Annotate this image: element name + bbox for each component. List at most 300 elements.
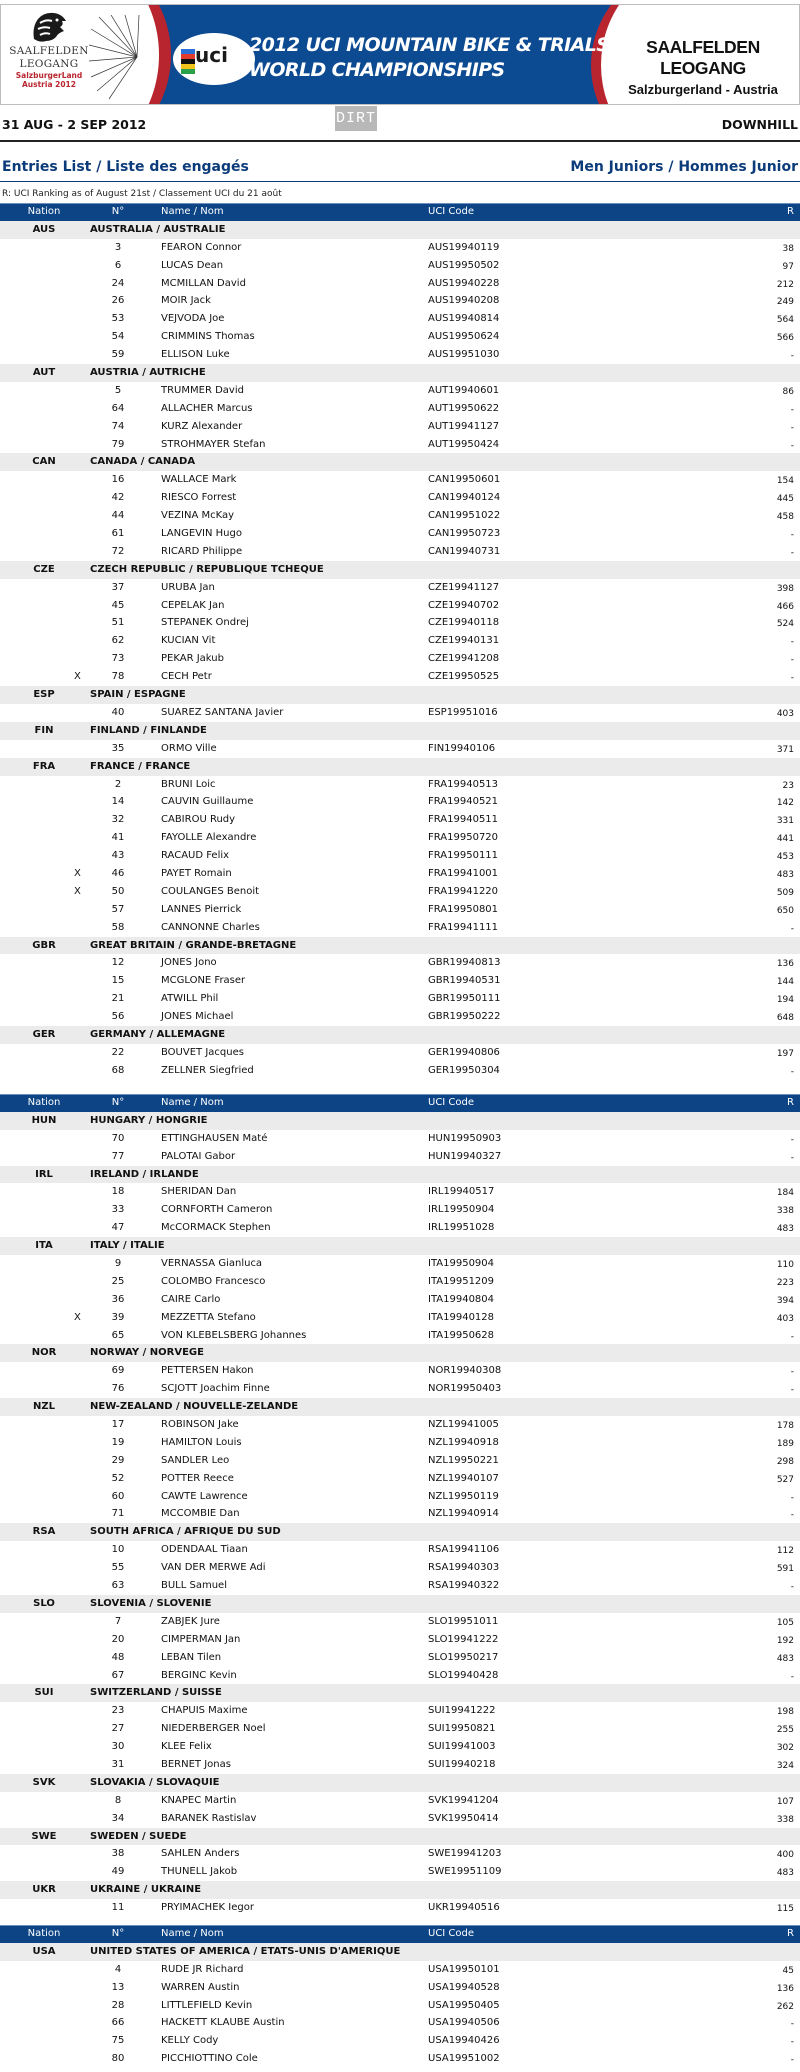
rider-row[interactable]: [0, 1979, 800, 1997]
rider-uci-code: ITA19950628: [428, 1329, 495, 1341]
rider-row[interactable]: [0, 1631, 800, 1649]
rider-row[interactable]: [0, 1273, 800, 1291]
nation-code: USA: [32, 1945, 56, 1957]
rider-uci-code: SVK19950414: [428, 1812, 499, 1824]
rider-row[interactable]: [0, 668, 800, 686]
rider-name: MCGLONE Fraser: [161, 975, 246, 987]
rider-row[interactable]: [0, 847, 800, 865]
nation-code: UKR: [32, 1884, 56, 1896]
rider-number: 14: [111, 796, 125, 808]
column-header-name[interactable]: Name / Nom: [161, 1928, 224, 1939]
rider-number: 59: [111, 349, 125, 361]
rider-row[interactable]: [0, 1380, 800, 1398]
rider-row[interactable]: [0, 1183, 800, 1201]
nation-group-header: [0, 1398, 800, 1416]
rider-ranking: 453: [776, 852, 794, 863]
rider-name: JONES Michael: [161, 1011, 234, 1023]
column-header-nation[interactable]: Nation: [27, 1928, 61, 1939]
nation-code: ESP: [33, 689, 55, 701]
rider-row[interactable]: [0, 1505, 800, 1523]
rider-row[interactable]: [0, 1219, 800, 1237]
rider-uci-code: GBR19940531: [428, 975, 501, 987]
rider-row[interactable]: [0, 1899, 800, 1917]
country-name: NEW-ZEALAND / NOUVELLE-ZELANDE: [90, 1401, 299, 1413]
nation-code: CAN: [32, 456, 56, 468]
rider-row[interactable]: [0, 1470, 800, 1488]
rider-name: BARANEK Rastislav: [161, 1812, 257, 1824]
rider-name: KURZ Alexander: [161, 420, 243, 432]
rider-row[interactable]: [0, 2050, 800, 2068]
rider-ranking: 142: [776, 798, 794, 809]
rider-row[interactable]: [0, 1702, 800, 1720]
rider-number: 56: [111, 1011, 125, 1023]
rider-flag-x: X: [74, 867, 81, 879]
nation-group-header: [0, 453, 800, 471]
rider-row[interactable]: [0, 990, 800, 1008]
rider-row[interactable]: [0, 919, 800, 937]
rider-name: VEJVODA Joe: [161, 313, 225, 325]
rider-number: 79: [111, 438, 125, 450]
country-name: SWEDEN / SUEDE: [90, 1830, 187, 1842]
rider-row[interactable]: [0, 776, 800, 794]
rider-row[interactable]: [0, 1008, 800, 1026]
rider-row[interactable]: [0, 1613, 800, 1631]
rider-uci-code: GER19940806: [428, 1046, 500, 1058]
rider-ranking: -: [790, 547, 794, 558]
nation-group-header: [0, 1684, 800, 1702]
nation-code: SLO: [33, 1597, 55, 1609]
rider-uci-code: HUN19950903: [428, 1132, 502, 1144]
rider-uci-code: SWE19951109: [428, 1866, 502, 1878]
rider-row[interactable]: [0, 2032, 800, 2050]
rider-name: PICCHIOTTINO Cole: [161, 2053, 258, 2065]
rider-uci-code: USA19951002: [428, 2053, 500, 2065]
rider-uci-code: GBR19950222: [428, 1011, 501, 1023]
nation-group-header: [0, 1774, 800, 1792]
rider-name: PETTERSEN Hakon: [161, 1365, 254, 1377]
rider-row[interactable]: [0, 525, 800, 543]
rider-row[interactable]: [0, 883, 800, 901]
rider-number: 39: [111, 1311, 125, 1323]
rider-uci-code: AUS19940228: [428, 277, 500, 289]
rider-name: POTTER Reece: [161, 1472, 234, 1484]
rider-uci-code: AUS19950502: [428, 259, 500, 271]
column-header-number[interactable]: N°: [111, 1928, 125, 1939]
rider-name: FAYOLLE Alexandre: [161, 832, 257, 844]
rider-number: 22: [111, 1046, 125, 1058]
rider-row[interactable]: [0, 1291, 800, 1309]
rider-ranking: -: [790, 1134, 794, 1145]
column-header-rank[interactable]: R: [787, 1928, 794, 1939]
rider-ranking: 194: [776, 995, 794, 1006]
rider-ranking: -: [790, 530, 794, 541]
rider-name: SCJOTT Joachim Finne: [161, 1383, 270, 1395]
rider-row[interactable]: [0, 507, 800, 525]
nation-code: AUT: [32, 367, 56, 379]
nation-group-header: [0, 1166, 800, 1184]
column-header-rank[interactable]: R: [787, 1097, 794, 1108]
rider-flag-x: X: [74, 885, 81, 897]
rider-row[interactable]: [0, 597, 800, 615]
rider-uci-code: ITA19951209: [428, 1275, 495, 1287]
rider-number: 46: [111, 867, 125, 879]
column-header-name[interactable]: Name / Nom: [161, 206, 224, 217]
rider-name: ROBINSON Jake: [161, 1419, 239, 1431]
rider-row[interactable]: [0, 579, 800, 597]
rider-ranking: 466: [776, 601, 794, 612]
rider-ranking: 483: [776, 1653, 794, 1664]
rider-ranking: 45: [782, 1965, 794, 1976]
rider-name: MCCOMBIE Dan: [161, 1508, 240, 1520]
rider-ranking: 371: [776, 744, 794, 755]
country-name: UKRAINE / UKRAINE: [90, 1884, 202, 1896]
nation-code: GBR: [32, 939, 56, 951]
rider-row[interactable]: [0, 811, 800, 829]
rider-ranking: 197: [776, 1048, 794, 1059]
rider-name: MOIR Jack: [161, 295, 211, 307]
rider-uci-code: USA19950101: [428, 1963, 500, 1975]
rider-row[interactable]: [0, 1577, 800, 1595]
rider-number: 78: [111, 671, 125, 683]
rider-row[interactable]: [0, 346, 800, 364]
rider-row[interactable]: [0, 257, 800, 275]
rider-number: 12: [111, 957, 125, 969]
nation-group-header: [0, 1523, 800, 1541]
column-header-number[interactable]: N°: [111, 206, 125, 217]
rider-name: LEBAN Tilen: [161, 1651, 222, 1663]
rider-ranking: 23: [782, 780, 794, 791]
rider-row[interactable]: [0, 954, 800, 972]
nation-group-header: [0, 221, 800, 239]
rider-row[interactable]: [0, 1327, 800, 1345]
rider-uci-code: SLO19940428: [428, 1669, 499, 1681]
rider-number: 72: [111, 545, 125, 557]
page-title: Entries List / Liste des engagés: [2, 159, 249, 175]
rider-row[interactable]: [0, 1201, 800, 1219]
rider-row[interactable]: [0, 1863, 800, 1881]
rider-uci-code: NZL19950221: [428, 1454, 499, 1466]
rider-name: HACKETT KLAUBE Austin: [161, 2017, 285, 2029]
nation-group-header: [0, 686, 800, 704]
nation-code: FRA: [32, 760, 56, 772]
rider-row[interactable]: [0, 1062, 800, 1080]
rider-row[interactable]: [0, 1810, 800, 1828]
rider-ranking: -: [790, 404, 794, 415]
rider-number: 75: [111, 2035, 125, 2047]
rider-row[interactable]: [0, 1309, 800, 1327]
nation-code: ITA: [35, 1240, 53, 1252]
rider-number: 53: [111, 313, 125, 325]
rider-row[interactable]: [0, 865, 800, 883]
rider-row[interactable]: [0, 1997, 800, 2015]
rider-name: ALLACHER Marcus: [161, 402, 253, 414]
rider-row[interactable]: [0, 310, 800, 328]
nation-code: IRL: [35, 1168, 53, 1180]
rider-ranking: 403: [776, 708, 794, 719]
rider-ranking: 509: [776, 887, 794, 898]
rider-row[interactable]: [0, 1148, 800, 1166]
column-header-uci-code[interactable]: UCI Code: [428, 1928, 475, 1939]
rider-ranking: -: [790, 1582, 794, 1593]
nation-group-header: [0, 1026, 800, 1044]
rider-row[interactable]: [0, 901, 800, 919]
rider-number: 9: [114, 1258, 122, 1270]
venue-name: SAALFELDEN LEOGANG: [646, 37, 760, 78]
rider-number: 62: [111, 635, 125, 647]
rider-number: 21: [111, 993, 125, 1005]
rider-row[interactable]: [0, 1961, 800, 1979]
rider-ranking: -: [790, 1152, 794, 1163]
rider-number: 68: [111, 1064, 125, 1076]
rider-row[interactable]: [0, 239, 800, 257]
country-name: FRANCE / FRANCE: [90, 760, 191, 772]
rider-number: 63: [111, 1580, 125, 1592]
rider-uci-code: FRA19940513: [428, 778, 499, 790]
nation-group-header: [0, 1112, 800, 1130]
rider-row[interactable]: [0, 1667, 800, 1685]
rider-row[interactable]: [0, 1756, 800, 1774]
rider-ranking: 564: [776, 315, 794, 326]
rider-row[interactable]: [0, 614, 800, 632]
rider-uci-code: AUT19950424: [428, 438, 500, 450]
rider-row[interactable]: [0, 1488, 800, 1506]
rider-row[interactable]: [0, 1559, 800, 1577]
country-name: SLOVAKIA / SLOVAQUIE: [90, 1776, 220, 1788]
rider-uci-code: AUS19940208: [428, 295, 500, 307]
rider-row[interactable]: [0, 1649, 800, 1667]
page-footer-faint: [2, 1080, 4, 1088]
rider-row[interactable]: [0, 275, 800, 293]
rider-row[interactable]: [0, 1792, 800, 1810]
rider-name: LUCAS Dean: [161, 259, 224, 271]
rider-uci-code: CAN19951022: [428, 510, 501, 522]
rider-ranking: -: [790, 351, 794, 362]
rider-name: SAHLEN Anders: [161, 1848, 240, 1860]
rider-uci-code: AUS19950624: [428, 331, 500, 343]
rider-ranking: 591: [776, 1564, 794, 1575]
lion-icon: [28, 9, 70, 45]
rider-uci-code: AUS19951030: [428, 349, 500, 361]
divider: [0, 140, 800, 142]
rider-name: CIMPERMAN Jan: [161, 1633, 241, 1645]
nation-code: RSA: [32, 1526, 56, 1538]
nation-code: AUS: [32, 223, 56, 235]
rider-name: McCORMACK Stephen: [161, 1222, 271, 1234]
rider-uci-code: AUT19941127: [428, 420, 500, 432]
nation-group-header: [0, 1881, 800, 1899]
rider-number: 24: [111, 277, 125, 289]
rider-uci-code: ITA19940804: [428, 1293, 495, 1305]
rider-number: 36: [111, 1293, 125, 1305]
rider-name: RICARD Philippe: [161, 545, 243, 557]
rider-row[interactable]: [0, 1452, 800, 1470]
rider-number: 76: [111, 1383, 125, 1395]
logo-text-saalfelden: SAALFELDEN: [9, 45, 89, 57]
column-header-name[interactable]: Name / Nom: [161, 1097, 224, 1108]
rider-ranking: 403: [776, 1313, 794, 1324]
rider-ranking: 527: [776, 1474, 794, 1485]
rider-ranking: -: [790, 637, 794, 648]
rider-name: COULANGES Benoit: [161, 885, 260, 897]
rider-row[interactable]: [0, 829, 800, 847]
rider-ranking: 445: [776, 494, 794, 505]
ranking-note: R: UCI Ranking as of August 21st / Classement UCI du 21 août: [2, 189, 282, 199]
rider-name: THUNELL Jakob: [161, 1866, 238, 1878]
rider-row[interactable]: [0, 400, 800, 418]
rider-number: 26: [111, 295, 125, 307]
country-name: SPAIN / ESPAGNE: [90, 689, 186, 701]
rider-row[interactable]: [0, 1720, 800, 1738]
rider-uci-code: AUS19940119: [428, 241, 500, 253]
rider-uci-code: USA19940506: [428, 2017, 500, 2029]
rider-name: KLEE Felix: [161, 1741, 212, 1753]
rider-ranking: -: [790, 440, 794, 451]
rider-name: STEPANEK Ondrej: [161, 617, 249, 629]
country-name: IRELAND / IRLANDE: [90, 1168, 199, 1180]
rider-uci-code: GBR19950111: [428, 993, 501, 1005]
rider-ranking: 483: [776, 1224, 794, 1235]
rider-name: BULL Samuel: [161, 1580, 227, 1592]
rider-uci-code: RSA19941106: [428, 1544, 500, 1556]
rider-row[interactable]: [0, 436, 800, 454]
rider-number: 44: [111, 510, 125, 522]
column-header-uci-code[interactable]: UCI Code: [428, 1097, 475, 1108]
rider-row[interactable]: [0, 972, 800, 990]
rider-row[interactable]: [0, 292, 800, 310]
rider-uci-code: NZL19941005: [428, 1419, 499, 1431]
rider-row[interactable]: [0, 543, 800, 561]
rider-uci-code: ITA19940128: [428, 1311, 495, 1323]
nation-code: SWE: [31, 1830, 57, 1842]
rider-uci-code: CZE19940118: [428, 617, 500, 629]
country-name: SWITZERLAND / SUISSE: [90, 1687, 222, 1699]
uci-logo: [173, 33, 255, 85]
rider-row[interactable]: [0, 1416, 800, 1434]
rider-number: 3: [114, 241, 122, 253]
rider-row[interactable]: [0, 1255, 800, 1273]
rider-uci-code: SUI19941222: [428, 1705, 496, 1717]
rider-number: 38: [111, 1848, 125, 1860]
rider-row[interactable]: [0, 328, 800, 346]
rider-row[interactable]: [0, 1541, 800, 1559]
rider-ranking: 97: [782, 261, 794, 272]
rider-number: 52: [111, 1472, 125, 1484]
rider-name: CECH Petr: [161, 671, 212, 683]
rider-flag-x: X: [74, 1311, 81, 1323]
rider-row[interactable]: [0, 1845, 800, 1863]
rider-number: 80: [111, 2053, 125, 2065]
rider-row[interactable]: [0, 489, 800, 507]
rider-uci-code: CZE19941208: [428, 653, 500, 665]
rider-row[interactable]: [0, 1130, 800, 1148]
nation-group-header: [0, 1344, 800, 1362]
column-header-uci-code[interactable]: UCI Code: [428, 206, 475, 217]
logo-text-leogang: LEOGANG: [19, 58, 79, 70]
rider-name: RUDE JR Richard: [161, 1963, 244, 1975]
rider-number: 50: [111, 885, 125, 897]
rider-row[interactable]: [0, 793, 800, 811]
logo-text-salzburgerland: SalzburgerLand: [15, 71, 83, 80]
rider-number: 65: [111, 1329, 125, 1341]
rider-row[interactable]: [0, 632, 800, 650]
venue-region: Salzburgerland - Austria: [628, 82, 778, 97]
rider-number: 19: [111, 1436, 125, 1448]
rider-ranking: -: [790, 1510, 794, 1521]
rider-name: VAN DER MERWE Adi: [161, 1562, 266, 1574]
rider-row[interactable]: [0, 1434, 800, 1452]
rider-ranking: 249: [776, 297, 794, 308]
rider-number: 5: [114, 384, 122, 396]
country-name: CZECH REPUBLIC / REPUBLIQUE TCHEQUE: [90, 563, 324, 575]
rider-name: ATWILL Phil: [161, 993, 219, 1005]
nation-code: NOR: [31, 1347, 57, 1359]
rider-row[interactable]: [0, 2014, 800, 2032]
rider-number: 15: [111, 975, 125, 987]
rider-number: 8: [114, 1794, 122, 1806]
category-label: Men Juniors / Hommes Junior: [570, 159, 798, 175]
rider-uci-code: FIN19940106: [428, 742, 496, 754]
table-header: [0, 1094, 800, 1112]
rider-name: CAUVIN Guillaume: [161, 796, 254, 808]
rider-name: ZELLNER Siegfried: [161, 1064, 254, 1076]
rider-row[interactable]: [0, 1044, 800, 1062]
country-name: SOUTH AFRICA / AFRIQUE DU SUD: [90, 1526, 281, 1538]
rider-row[interactable]: [0, 650, 800, 668]
rider-uci-code: HUN19940327: [428, 1150, 502, 1162]
rider-row[interactable]: [0, 418, 800, 436]
rider-uci-code: FRA19950111: [428, 850, 499, 862]
rider-number: 61: [111, 528, 125, 540]
rider-row[interactable]: [0, 382, 800, 400]
rider-ranking: -: [790, 2037, 794, 2048]
rider-ranking: 154: [776, 476, 794, 487]
rider-uci-code: USA19940426: [428, 2035, 500, 2047]
entries-table-page-2: [0, 1094, 800, 1917]
rider-name: PALOTAI Gabor: [161, 1150, 236, 1162]
rider-row[interactable]: [0, 471, 800, 489]
rider-name: NIEDERBERGER Noel: [161, 1723, 266, 1735]
rider-number: 20: [111, 1633, 125, 1645]
column-header-nation[interactable]: Nation: [27, 206, 61, 217]
rider-uci-code: GBR19940813: [428, 957, 501, 969]
rider-uci-code: CAN19950723: [428, 528, 501, 540]
rider-row[interactable]: [0, 740, 800, 758]
rider-number: 32: [111, 814, 125, 826]
rider-ranking: -: [790, 1367, 794, 1378]
rider-uci-code: NZL19940107: [428, 1472, 499, 1484]
rider-name: PAYET Romain: [161, 867, 232, 879]
column-header-nation[interactable]: Nation: [27, 1097, 61, 1108]
rider-ranking: 38: [782, 243, 794, 254]
table-header: [0, 203, 800, 221]
rider-row[interactable]: [0, 1362, 800, 1380]
rider-ranking: 107: [776, 1796, 794, 1807]
rider-uci-code: FRA19940511: [428, 814, 499, 826]
rider-uci-code: AUS19940814: [428, 313, 500, 325]
rider-number: 13: [111, 1981, 125, 1993]
rider-name: SUAREZ SANTANA Javier: [161, 706, 284, 718]
column-header-rank[interactable]: R: [787, 206, 794, 217]
rider-number: 40: [111, 706, 125, 718]
rider-ranking: 192: [776, 1635, 794, 1646]
rider-row[interactable]: [0, 1738, 800, 1756]
column-header-number[interactable]: N°: [111, 1097, 125, 1108]
rider-name: VON KLEBELSBERG Johannes: [161, 1329, 307, 1341]
rider-row[interactable]: [0, 704, 800, 722]
rider-uci-code: SLO19950217: [428, 1651, 499, 1663]
rider-ranking: 255: [776, 1725, 794, 1736]
bike-wheel-spokes-icon: [89, 15, 149, 100]
